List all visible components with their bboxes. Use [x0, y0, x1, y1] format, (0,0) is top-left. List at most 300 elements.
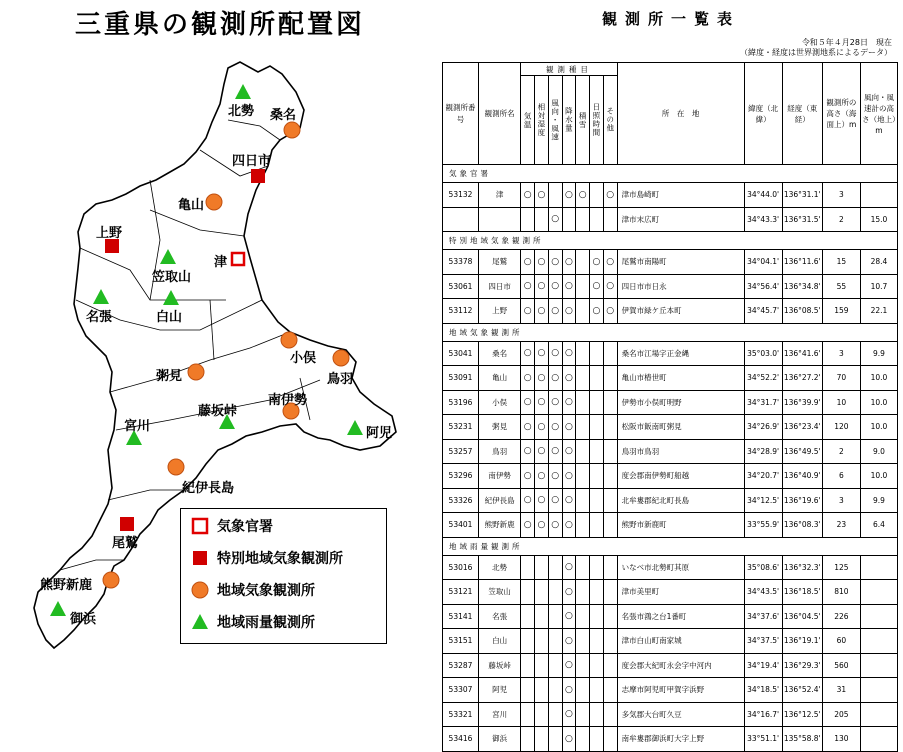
- station-marker-circle: [284, 122, 300, 138]
- cell-height: 3: [822, 183, 860, 208]
- cell-element-mark: [576, 727, 590, 752]
- cell-station-no: 53416: [443, 727, 479, 752]
- cell-station-name: 熊野新鹿: [478, 513, 520, 538]
- table-row: [443, 341, 898, 366]
- table-row: [443, 513, 898, 538]
- cell-wind-height: 10.0: [860, 390, 897, 415]
- cell-element-mark: ○: [548, 366, 562, 391]
- cell-longitude: 136°23.4': [782, 415, 822, 440]
- cell-longitude: 136°41.6': [782, 341, 822, 366]
- cell-height: 810: [822, 580, 860, 605]
- cell-station-no: 53321: [443, 702, 479, 727]
- cell-element-mark: ○: [576, 183, 590, 208]
- legend-label: 特別地域気象観測所: [217, 551, 343, 567]
- cell-station-no: 53287: [443, 653, 479, 678]
- cell-station-no: 53401: [443, 513, 479, 538]
- cell-element-mark: [535, 207, 549, 232]
- cell-element-mark: [535, 727, 549, 752]
- map-title: 三重県の観測所配置図: [74, 10, 365, 40]
- cell-element-mark: [576, 390, 590, 415]
- header-element: [562, 76, 576, 165]
- cell-element-mark: [521, 207, 535, 232]
- cell-element-mark: [590, 439, 604, 464]
- cell-element-mark: ○: [548, 488, 562, 513]
- header-element-label: 気温: [523, 111, 533, 129]
- cell-element-mark: ○: [521, 250, 535, 275]
- cell-station-name: 阿児: [478, 678, 520, 703]
- cell-address: 度会郡南伊勢町船越: [617, 464, 744, 489]
- cell-element-mark: [590, 464, 604, 489]
- station-label: 藤坂峠: [198, 404, 238, 419]
- table-row: [443, 207, 898, 232]
- cell-element-mark: [521, 727, 535, 752]
- cell-element-mark: [548, 727, 562, 752]
- station-label: 宮川: [124, 419, 151, 434]
- cell-element-mark: [590, 702, 604, 727]
- cell-element-mark: ○: [562, 604, 576, 629]
- cell-element-mark: ○: [521, 488, 535, 513]
- cell-element-mark: ○: [521, 415, 535, 440]
- cell-element-mark: [548, 604, 562, 629]
- cell-element-mark: ○: [562, 678, 576, 703]
- cell-element-mark: ○: [603, 299, 617, 324]
- cell-latitude: 34°04.1': [744, 250, 782, 275]
- cell-element-mark: ○: [535, 341, 549, 366]
- cell-latitude: 34°28.9': [744, 439, 782, 464]
- station-marker-square-filled: [251, 169, 265, 183]
- table-row: [443, 274, 898, 299]
- table-row: [443, 580, 898, 605]
- cell-element-mark: [576, 207, 590, 232]
- cell-element-mark: ○: [562, 488, 576, 513]
- cell-element-mark: ○: [521, 513, 535, 538]
- cell-latitude: 34°52.2': [744, 366, 782, 391]
- cell-height: 6: [822, 464, 860, 489]
- cell-latitude: 34°16.7': [744, 702, 782, 727]
- cell-wind-height: [860, 702, 897, 727]
- cell-element-mark: [590, 207, 604, 232]
- cell-element-mark: [603, 555, 617, 580]
- cell-longitude: 136°40.9': [782, 464, 822, 489]
- cell-wind-height: 28.4: [860, 250, 897, 275]
- cell-element-mark: [603, 366, 617, 391]
- cell-element-mark: ○: [548, 341, 562, 366]
- section-header-row: [443, 165, 898, 183]
- table-row: [443, 415, 898, 440]
- station-label: 桑名: [270, 108, 297, 123]
- station-label: 阿児: [366, 426, 393, 441]
- cell-element-mark: ○: [562, 415, 576, 440]
- cell-wind-height: [860, 629, 897, 654]
- cell-element-mark: [535, 653, 549, 678]
- cell-latitude: 34°37.6': [744, 604, 782, 629]
- section-header-row: [443, 323, 898, 341]
- cell-element-mark: [603, 678, 617, 703]
- cell-wind-height: [860, 183, 897, 208]
- cell-element-mark: ○: [562, 299, 576, 324]
- cell-station-name: [478, 207, 520, 232]
- cell-element-mark: [521, 555, 535, 580]
- cell-latitude: 34°31.7': [744, 390, 782, 415]
- cell-element-mark: ○: [603, 250, 617, 275]
- cell-element-mark: [603, 653, 617, 678]
- cell-height: 2: [822, 439, 860, 464]
- cell-address: 鳥羽市鳥羽: [617, 439, 744, 464]
- cell-latitude: 34°43.5': [744, 580, 782, 605]
- cell-element-mark: ○: [535, 366, 549, 391]
- table-row: [443, 439, 898, 464]
- station-marker-circle: [188, 364, 204, 380]
- cell-element-mark: [535, 580, 549, 605]
- legend-item: [191, 611, 315, 633]
- cell-element-mark: ○: [521, 464, 535, 489]
- cell-height: 125: [822, 555, 860, 580]
- cell-element-mark: ○: [535, 250, 549, 275]
- cell-station-no: 53091: [443, 366, 479, 391]
- cell-element-mark: [521, 653, 535, 678]
- cell-element-mark: [576, 653, 590, 678]
- cell-element-mark: [590, 366, 604, 391]
- header-element-label: 降水量: [564, 107, 574, 133]
- header-element: [521, 76, 535, 165]
- cell-height: 55: [822, 274, 860, 299]
- cell-element-mark: ○: [562, 464, 576, 489]
- station-label: 御浜: [70, 612, 97, 627]
- station-marker-circle: [206, 194, 222, 210]
- header-name: 観測所名: [478, 63, 520, 165]
- cell-longitude: 136°12.5': [782, 702, 822, 727]
- cell-element-mark: ○: [562, 390, 576, 415]
- cell-height: 31: [822, 678, 860, 703]
- cell-address: 松阪市飯南町粥見: [617, 415, 744, 440]
- station-label: 尾鷲: [112, 536, 139, 551]
- station-marker-square-filled: [120, 517, 134, 531]
- cell-station-no: 53132: [443, 183, 479, 208]
- cell-height: 2: [822, 207, 860, 232]
- cell-address: いなべ市北勢町其原: [617, 555, 744, 580]
- cell-station-name: 四日市: [478, 274, 520, 299]
- cell-element-mark: ○: [603, 274, 617, 299]
- cell-station-no: 53378: [443, 250, 479, 275]
- table-row: [443, 250, 898, 275]
- cell-element-mark: [590, 488, 604, 513]
- cell-element-mark: [576, 341, 590, 366]
- cell-element-mark: ○: [603, 183, 617, 208]
- cell-element-mark: ○: [521, 299, 535, 324]
- table-row: [443, 366, 898, 391]
- cell-height: 23: [822, 513, 860, 538]
- cell-longitude: 136°52.4': [782, 678, 822, 703]
- cell-element-mark: [548, 702, 562, 727]
- cell-element-mark: [576, 299, 590, 324]
- cell-station-no: 53326: [443, 488, 479, 513]
- station-label: 笠取山: [152, 270, 192, 285]
- cell-element-mark: [590, 727, 604, 752]
- table-row: [443, 183, 898, 208]
- cell-element-mark: [590, 653, 604, 678]
- legend-label: 気象官署: [217, 519, 273, 535]
- cell-station-no: 53121: [443, 580, 479, 605]
- cell-element-mark: [535, 678, 549, 703]
- cell-station-no: 53307: [443, 678, 479, 703]
- cell-height: 205: [822, 702, 860, 727]
- cell-address: 津市白山町南家城: [617, 629, 744, 654]
- cell-station-name: 粥見: [478, 415, 520, 440]
- cell-longitude: 136°08.5': [782, 299, 822, 324]
- cell-longitude: 136°49.5': [782, 439, 822, 464]
- cell-element-mark: [521, 678, 535, 703]
- cell-address: 熊野市新鹿町: [617, 513, 744, 538]
- station-marker-circle: [103, 572, 119, 588]
- cell-station-no: 53041: [443, 341, 479, 366]
- table-row: [443, 464, 898, 489]
- cell-element-mark: [603, 629, 617, 654]
- cell-longitude: 136°19.6': [782, 488, 822, 513]
- triangle-icon: [191, 613, 209, 631]
- cell-element-mark: ○: [562, 366, 576, 391]
- cell-element-mark: [548, 580, 562, 605]
- cell-element-mark: ○: [535, 274, 549, 299]
- cell-element-mark: ○: [535, 439, 549, 464]
- cell-element-mark: [603, 341, 617, 366]
- cell-height: 560: [822, 653, 860, 678]
- cell-element-mark: ○: [548, 439, 562, 464]
- station-label: 四日市: [232, 154, 272, 169]
- cell-height: 10: [822, 390, 860, 415]
- cell-station-name: 上野: [478, 299, 520, 324]
- cell-station-name: 笠取山: [478, 580, 520, 605]
- cell-longitude: 136°31.5': [782, 207, 822, 232]
- cell-station-no: 53257: [443, 439, 479, 464]
- cell-height: 60: [822, 629, 860, 654]
- header-element-label: 日照時間: [591, 103, 601, 137]
- cell-element-mark: ○: [535, 299, 549, 324]
- cell-wind-height: [860, 604, 897, 629]
- header-no: 観測所番号: [443, 63, 479, 165]
- cell-element-mark: ○: [562, 183, 576, 208]
- cell-element-mark: [548, 555, 562, 580]
- section-header-row: [443, 537, 898, 555]
- cell-element-mark: [548, 183, 562, 208]
- cell-wind-height: 6.4: [860, 513, 897, 538]
- table-row: [443, 299, 898, 324]
- cell-element-mark: [590, 604, 604, 629]
- cell-station-name: 南伊勢: [478, 464, 520, 489]
- station-label: 南伊勢: [268, 393, 308, 408]
- cell-wind-height: [860, 653, 897, 678]
- header-element: [548, 76, 562, 165]
- cell-element-mark: [576, 702, 590, 727]
- table-row: [443, 604, 898, 629]
- cell-longitude: 136°11.6': [782, 250, 822, 275]
- legend: [180, 508, 387, 644]
- cell-element-mark: ○: [521, 390, 535, 415]
- section-title: 地域気象観測所: [443, 323, 898, 341]
- legend-label: 地域気象観測所: [217, 583, 315, 599]
- cell-element-mark: [576, 580, 590, 605]
- cell-address: 伊賀市緑ケ丘本町: [617, 299, 744, 324]
- station-marker-square-filled: [105, 239, 119, 253]
- header-element-label: 相対湿度: [536, 103, 546, 137]
- cell-element-mark: [603, 439, 617, 464]
- cell-station-no: 53151: [443, 629, 479, 654]
- cell-address: 名張市鴻之台1番町: [617, 604, 744, 629]
- cell-address: 伊勢市小俣町明野: [617, 390, 744, 415]
- cell-wind-height: 10.7: [860, 274, 897, 299]
- station-label: 粥見: [156, 369, 183, 384]
- cell-element-mark: [548, 629, 562, 654]
- cell-element-mark: ○: [535, 415, 549, 440]
- cell-height: 226: [822, 604, 860, 629]
- cell-element-mark: [576, 439, 590, 464]
- cell-latitude: 34°43.3': [744, 207, 782, 232]
- table-row: [443, 629, 898, 654]
- cell-element-mark: [535, 702, 549, 727]
- section-title: 気象官署: [443, 165, 898, 183]
- cell-wind-height: 9.9: [860, 488, 897, 513]
- cell-element-mark: [603, 513, 617, 538]
- cell-latitude: 34°26.9': [744, 415, 782, 440]
- header-element: [590, 76, 604, 165]
- cell-element-mark: [576, 366, 590, 391]
- cell-element-mark: ○: [535, 464, 549, 489]
- header-element: [535, 76, 549, 165]
- cell-element-mark: ○: [548, 250, 562, 275]
- cell-longitude: 136°27.2': [782, 366, 822, 391]
- cell-address: 志摩市阿児町甲賀字浜野: [617, 678, 744, 703]
- cell-element-mark: ○: [562, 250, 576, 275]
- cell-element-mark: [590, 390, 604, 415]
- cell-wind-height: [860, 678, 897, 703]
- cell-height: 70: [822, 366, 860, 391]
- cell-element-mark: ○: [535, 488, 549, 513]
- cell-station-name: 紀伊長島: [478, 488, 520, 513]
- header-address: 所 在 地: [617, 63, 744, 165]
- cell-element-mark: [576, 629, 590, 654]
- cell-element-mark: ○: [521, 366, 535, 391]
- square-filled-icon: [191, 549, 209, 567]
- cell-wind-height: 22.1: [860, 299, 897, 324]
- cell-station-no: 53196: [443, 390, 479, 415]
- table-row: [443, 390, 898, 415]
- table-row: [443, 555, 898, 580]
- cell-element-mark: ○: [521, 439, 535, 464]
- cell-element-mark: [521, 702, 535, 727]
- cell-address: 多気郡大台町久豆: [617, 702, 744, 727]
- table-row: [443, 653, 898, 678]
- date-line: 令和５年４月28日 現在: [801, 38, 892, 47]
- station-label: 熊野新鹿: [40, 578, 93, 593]
- cell-station-no: 53016: [443, 555, 479, 580]
- section-title: 地域雨量観測所: [443, 537, 898, 555]
- cell-station-no: 53296: [443, 464, 479, 489]
- cell-element-mark: ○: [548, 274, 562, 299]
- table-title: 観測所一覧表: [601, 10, 740, 28]
- cell-element-mark: ○: [521, 183, 535, 208]
- cell-station-no: 53231: [443, 415, 479, 440]
- cell-station-no: [443, 207, 479, 232]
- cell-element-mark: [576, 604, 590, 629]
- cell-wind-height: 15.0: [860, 207, 897, 232]
- table-header-row: [443, 63, 898, 76]
- cell-element-mark: ○: [521, 341, 535, 366]
- cell-wind-height: [860, 555, 897, 580]
- cell-station-name: 名張: [478, 604, 520, 629]
- map-panel: [0, 0, 440, 672]
- cell-element-mark: [590, 629, 604, 654]
- cell-element-mark: [576, 464, 590, 489]
- header-elements-group: 観測種目: [521, 63, 617, 76]
- cell-station-no: 53061: [443, 274, 479, 299]
- cell-latitude: 35°03.0': [744, 341, 782, 366]
- station-marker-circle: [333, 350, 349, 366]
- cell-longitude: 136°39.9': [782, 390, 822, 415]
- cell-address: 桑名市江場字正金縄: [617, 341, 744, 366]
- cell-element-mark: [535, 555, 549, 580]
- cell-element-mark: ○: [562, 629, 576, 654]
- header-element-label: 積雪: [578, 111, 588, 129]
- cell-element-mark: [562, 207, 576, 232]
- cell-station-name: 鳥羽: [478, 439, 520, 464]
- table-row: [443, 678, 898, 703]
- cell-element-mark: [576, 250, 590, 275]
- cell-element-mark: [603, 488, 617, 513]
- station-marker-square-open: [232, 253, 244, 265]
- section-title: 特別地域気象観測所: [443, 232, 898, 250]
- cell-element-mark: [590, 555, 604, 580]
- legend-item: [191, 579, 315, 601]
- header-wind-height: 風向・風速計の高さ（地上）m: [860, 63, 897, 165]
- cell-latitude: 33°51.1': [744, 727, 782, 752]
- cell-element-mark: ○: [548, 207, 562, 232]
- cell-station-no: 53141: [443, 604, 479, 629]
- cell-address: 津市島崎町: [617, 183, 744, 208]
- cell-latitude: 34°37.5': [744, 629, 782, 654]
- cell-element-mark: ○: [548, 299, 562, 324]
- cell-element-mark: [590, 678, 604, 703]
- cell-wind-height: 9.9: [860, 341, 897, 366]
- cell-height: 3: [822, 488, 860, 513]
- cell-address: 南牟婁郡御浜町大字上野: [617, 727, 744, 752]
- cell-longitude: 136°31.1': [782, 183, 822, 208]
- cell-element-mark: [576, 678, 590, 703]
- cell-height: 130: [822, 727, 860, 752]
- cell-element-mark: ○: [590, 274, 604, 299]
- cell-element-mark: [548, 653, 562, 678]
- cell-element-mark: ○: [562, 439, 576, 464]
- cell-height: 120: [822, 415, 860, 440]
- cell-element-mark: [603, 702, 617, 727]
- cell-element-mark: ○: [562, 653, 576, 678]
- cell-element-mark: ○: [521, 274, 535, 299]
- legend-label: 地域雨量観測所: [217, 615, 315, 631]
- cell-element-mark: [576, 415, 590, 440]
- cell-address: 亀山市椿世町: [617, 366, 744, 391]
- cell-element-mark: [521, 580, 535, 605]
- table-date-note: [740, 38, 892, 58]
- square-open-icon: [191, 517, 209, 535]
- cell-latitude: 34°12.5': [744, 488, 782, 513]
- cell-longitude: 136°08.3': [782, 513, 822, 538]
- cell-latitude: 34°18.5': [744, 678, 782, 703]
- table-row: [443, 702, 898, 727]
- cell-longitude: 136°19.1': [782, 629, 822, 654]
- cell-element-mark: [590, 580, 604, 605]
- legend-item: [191, 547, 343, 569]
- cell-station-name: 御浜: [478, 727, 520, 752]
- cell-latitude: 34°56.4': [744, 274, 782, 299]
- cell-element-mark: [603, 580, 617, 605]
